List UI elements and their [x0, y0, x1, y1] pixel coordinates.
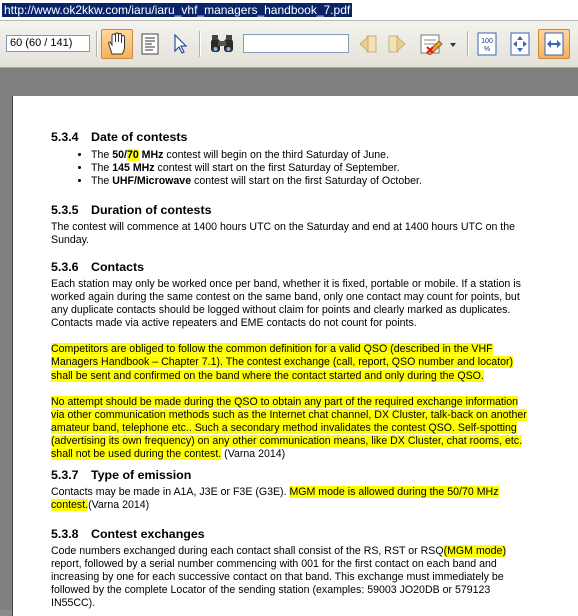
- pdf-toolbar: [0, 21, 578, 68]
- section-number: 5.3.6: [51, 260, 79, 274]
- select-text-button[interactable]: [136, 29, 164, 59]
- document-viewport[interactable]: [0, 68, 578, 610]
- list-item: • The UHF/Microwave contest will start on the first Saturday of October.: [91, 175, 571, 188]
- contest-dates-list: [51, 149, 571, 188]
- section-number: 5.3.8: [51, 527, 79, 541]
- page-number-field[interactable]: 60 (60 / 141): [6, 35, 90, 52]
- toolbar-separator: [96, 31, 98, 57]
- section-title: Contest exchanges: [91, 527, 205, 541]
- highlighted-paragraph: Competitors are obliged to follow the common definition for a valid QSO (described in the VHF Managers Handbook – Chapter 7.1). The contest exchange (call, report, QSO number and locator) shall be sent and confirmed on the band where the contact started and only during the QSO.: [51, 343, 514, 382]
- section-5-3-6: [51, 260, 571, 461]
- hand-tool-icon: [106, 32, 128, 56]
- find-button[interactable]: [206, 29, 238, 59]
- section-5-3-5: [51, 203, 571, 247]
- svg-text:%: %: [483, 46, 491, 53]
- section-title: Duration of contests: [91, 203, 212, 217]
- select-text-icon: [140, 33, 160, 55]
- address-bar[interactable]: [0, 0, 578, 21]
- next-result-icon: [387, 34, 407, 54]
- find-binoculars-icon: [209, 33, 235, 55]
- section-title: Contacts: [91, 260, 145, 274]
- section-5-3-4: [51, 130, 571, 188]
- section-title: Type of emission: [91, 468, 192, 482]
- section-heading: [51, 130, 571, 145]
- toolbar-separator: [199, 31, 201, 57]
- pdf-page: [12, 96, 578, 616]
- highlighted-paragraph: No attempt should be made during the QSO to obtain any part of the required exchange information via other communication methods such as the Internet chat channel, DX Cluster, talk-back on another amateur band, telephone etc.. Such a secondary method invalidates the contest QSO. Self-spotting (advertising its own frequency) on any other communication means, like DX Cluster, chat rooms, etc. shall not be used during the contest. (Varna 2014): [51, 395, 527, 461]
- paragraph: Contacts may be made in A1A, J3E or F3E (G3E). MGM mode is allowed during the 50/70 MHz contest.(Varna 2014): [51, 486, 499, 512]
- section-number: 5.3.4: [51, 130, 79, 144]
- section-5-3-7: [51, 468, 571, 512]
- find-input[interactable]: [243, 34, 349, 53]
- fit-width-icon: [543, 32, 565, 56]
- fit-page-button[interactable]: [505, 29, 535, 59]
- url-text[interactable]: http://www.ok2kkw.com/iaru/iaru_vhf_managers_handbook_7.pdf: [4, 3, 351, 17]
- section-5-3-8: [51, 527, 571, 610]
- section-heading: [51, 203, 571, 218]
- select-arrow-button[interactable]: [166, 29, 194, 59]
- next-result-button[interactable]: [384, 29, 410, 59]
- previous-result-button[interactable]: [355, 29, 381, 59]
- list-item: • The 145 MHz contest will start on the first Saturday of September.: [91, 162, 571, 175]
- highlight-menu-icon: [417, 33, 457, 55]
- highlight-menu-button[interactable]: [414, 29, 460, 59]
- section-heading: [51, 527, 571, 542]
- fit-width-button[interactable]: [538, 29, 570, 59]
- select-arrow-icon: [171, 33, 189, 55]
- paragraph: Code numbers exchanged during each contact shall consist of the RS, RST or RSQ(MGM mode) report, followed by a serial number commencing with 001 for the first contact on each band and increasing by one for each successive contact on that band. This exchange must immediately be followed by the complete Locator of the sending station (examples: 59003 JO20DB or 579123 IN55CC).: [51, 545, 506, 610]
- toolbar-separator: [467, 31, 469, 57]
- list-item: • The 50/70 MHz contest will begin on the third Saturday of June.: [91, 149, 571, 162]
- paragraph: The contest will commence at 1400 hours UTC on the Saturday and end at 1400 hours UTC on the Sunday.: [51, 221, 516, 247]
- section-number: 5.3.7: [51, 468, 79, 482]
- paragraph: Each station may only be worked once per band, whether it is fixed, portable or mobile. If a station is worked again during the same contest on the same band, only one contact may count for points, but any duplicate contacts should be logged without claim for points and clearly marked as duplicates. Contacts made via active repeaters and EME contacts do not count for points.: [51, 278, 521, 330]
- zoom-100-button[interactable]: [472, 29, 502, 59]
- section-heading: [51, 468, 571, 483]
- section-title: Date of contests: [91, 130, 188, 144]
- zoom-100-icon: [476, 32, 498, 56]
- hand-tool-button[interactable]: [101, 29, 133, 59]
- section-number: 5.3.5: [51, 203, 79, 217]
- previous-result-icon: [358, 34, 378, 54]
- svg-text:100: 100: [481, 38, 493, 45]
- fit-page-icon: [509, 32, 531, 56]
- section-heading: [51, 260, 571, 275]
